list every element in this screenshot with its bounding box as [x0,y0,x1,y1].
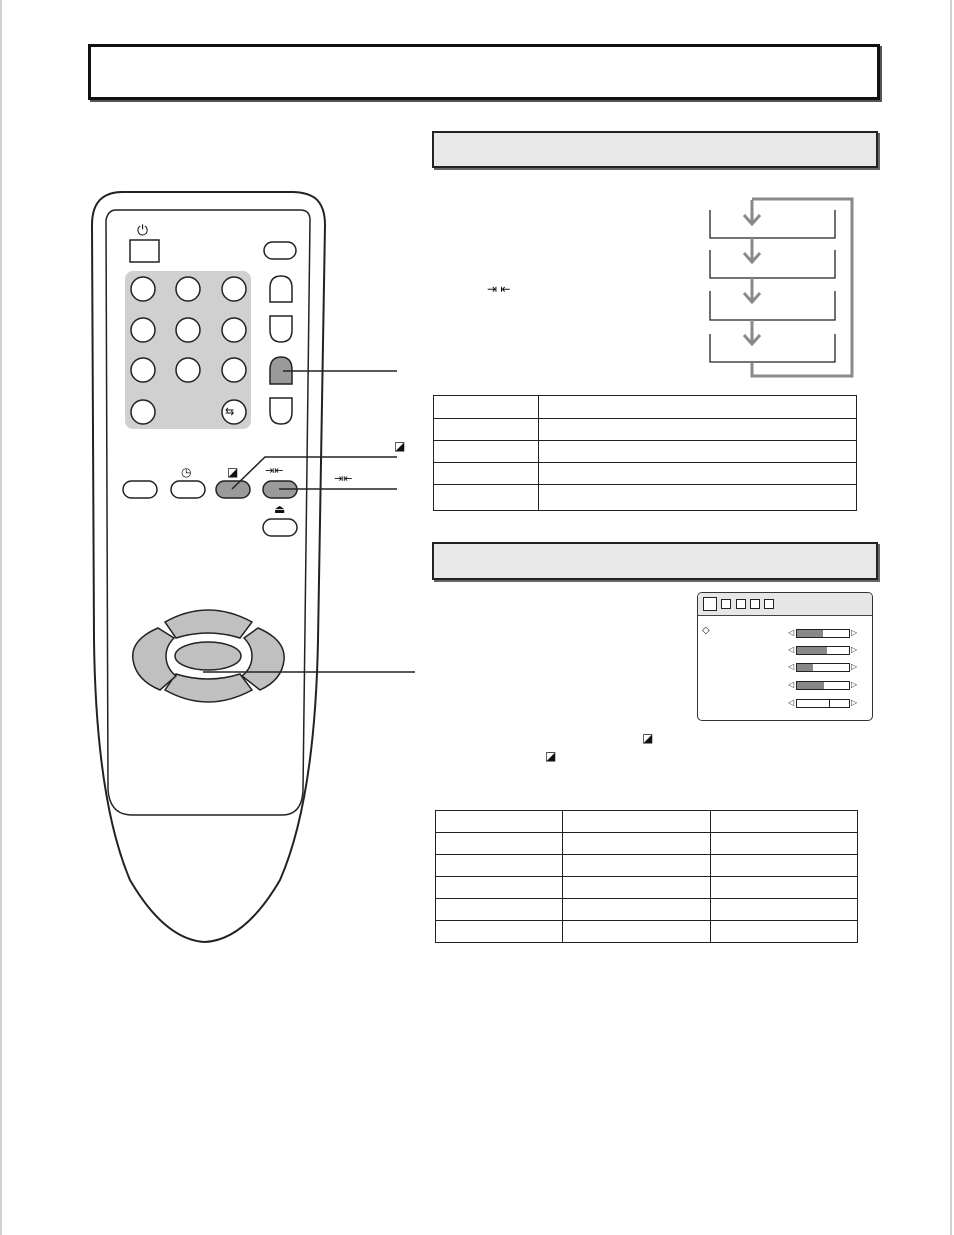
table-row [436,877,858,899]
key-1 [131,277,155,301]
callout-picture-mode-icon: ◪ [394,439,406,453]
callout-zoom-icon: ⇥⇤ [334,473,353,485]
table-row [436,833,858,855]
osd-right-arrow-icon: ▷ [851,680,858,689]
swap-icon: ⇆ [225,406,235,418]
table-row [436,899,858,921]
osd-header [698,593,872,616]
osd-right-arrow-icon: ▷ [851,645,858,654]
side-key-4 [270,398,292,424]
key-6 [222,318,246,342]
osd-slider-fill [797,630,823,637]
key-3 [222,277,246,301]
osd-cursor-icon: ◇ [702,625,710,636]
timer-icon: ◷ [181,465,192,479]
osd-slider-fill [797,682,824,689]
osd-left-arrow-icon: ◁ [788,680,795,689]
key-9 [222,358,246,382]
key-4 [131,318,155,342]
osd-slider-row [698,662,872,672]
zoom-icon: ⇥⇤ [265,465,284,477]
power-icon: ⏻ [137,222,149,238]
picture-mode-icon: ◪ [227,465,239,479]
osd-right-arrow-icon: ▷ [851,698,858,707]
section-1-header [432,131,878,168]
table-row [434,441,857,463]
func-button-1 [123,481,157,498]
power-button [130,240,159,262]
timer-button [171,481,205,498]
table-row [434,485,857,511]
lock-icon: ⏏ [274,502,286,516]
section-1-zoom-icon: ⇥ ⇤ [487,282,511,296]
osd-tab [721,599,731,609]
remote-control-illustration [85,185,425,950]
osd-slider-bar [796,681,850,690]
osd-slider-bar [796,699,850,708]
osd-right-arrow-icon: ▷ [851,662,858,671]
osd-slider-fill [797,664,813,671]
mode-box-1 [710,210,835,238]
osd-left-arrow-icon: ◁ [788,628,795,637]
table-row [434,419,857,441]
picture-mode-inline-icon-1: ◪ [642,731,654,745]
osd-right-arrow-icon: ▷ [851,628,858,637]
picture-mode-inline-icon-2: ◪ [545,749,557,763]
osd-slider-marker [829,700,830,707]
page-edge-right [950,0,952,1235]
table-row [436,811,858,833]
side-key-1 [270,276,292,302]
osd-tab [764,599,774,609]
key-8 [176,358,200,382]
key-2 [176,277,200,301]
picture-menu-osd [697,592,873,721]
osd-slider-row [698,680,872,690]
key-0 [131,400,155,424]
top-right-button [264,242,296,259]
osd-slider-bar [796,663,850,672]
table-row [436,921,858,943]
osd-slider-fill [797,647,827,654]
mode-box-3 [710,291,835,320]
osd-slider-bar [796,646,850,655]
osd-left-arrow-icon: ◁ [788,645,795,654]
osd-tab [750,599,760,609]
section-2-table [435,810,858,943]
osd-left-arrow-icon: ◁ [788,698,795,707]
mode-box-2 [710,250,835,278]
section-1-table [433,395,857,511]
page-title-box [88,44,880,100]
key-7 [131,358,155,382]
page-edge-left [0,0,2,1235]
table-row [434,396,857,419]
table-row [434,463,857,485]
osd-slider-row [698,628,872,638]
key-5 [176,318,200,342]
picture-mode-button [216,481,250,498]
lower-button [263,519,297,536]
nav-ok-key [175,642,241,670]
osd-slider-bar [796,629,850,638]
osd-slider-row [698,698,872,708]
mode-box-4 [710,334,835,362]
mode-cycle-diagram [705,193,857,378]
osd-tab [736,599,746,609]
osd-left-arrow-icon: ◁ [788,662,795,671]
section-2-header [432,542,878,580]
osd-slider-row [698,645,872,655]
side-key-2 [270,316,292,342]
table-row [436,855,858,877]
osd-tab-active [703,597,717,611]
